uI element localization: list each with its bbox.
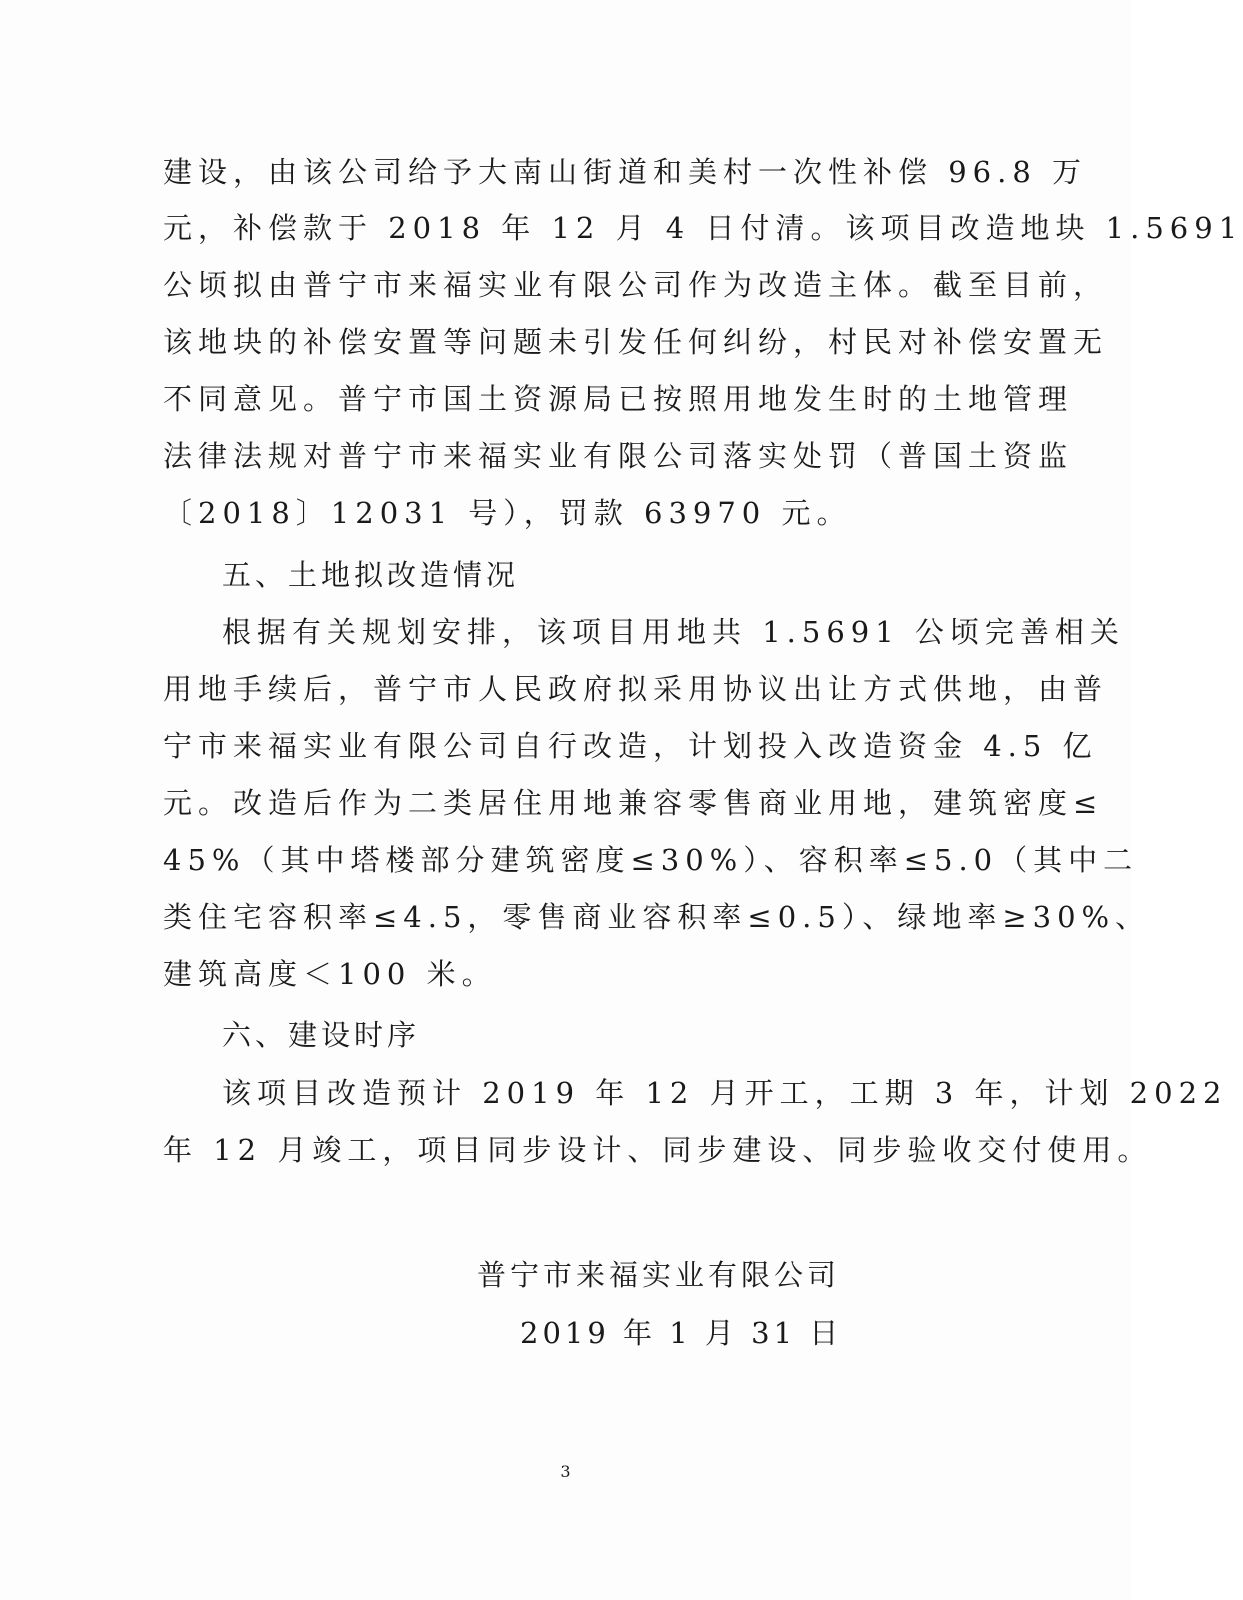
body-text-line: 年 12 月竣工，项目同步设计、同步建设、同步验收交付使用。	[163, 1133, 1153, 1167]
body-text-line: 宁市来福实业有限公司自行改造，计划投入改造资金 4.5 亿	[163, 729, 1098, 763]
body-text-line: 法律法规对普宁市来福实业有限公司落实处罚（普国土资监	[163, 439, 1074, 473]
body-text-line: 不同意见。普宁市国土资源局已按照用地发生时的土地管理	[163, 382, 1074, 416]
body-text-line: 该项目改造预计 2019 年 12 月开工，工期 3 年，计划 2022	[222, 1076, 1228, 1110]
body-text-line: 元，补偿款于 2018 年 12 月 4 日付清。该项目改造地块 1.5691	[163, 211, 1243, 245]
body-text-line: 类住宅容积率≤4.5，零售商业容积率≤0.5）、绿地率≥30%、	[163, 900, 1151, 934]
body-text-line: 〔2018〕12031 号），罚款 63970 元。	[163, 496, 852, 530]
body-text-line: 根据有关规划安排，该项目用地共 1.5691 公顷完善相关	[222, 615, 1125, 649]
signature-company: 普宁市来福实业有限公司	[477, 1258, 841, 1292]
section-heading: 五、土地拟改造情况	[222, 558, 520, 592]
body-text-line: 该地块的补偿安置等问题未引发任何纠纷，村民对补偿安置无	[163, 325, 1109, 359]
signature-date: 2019 年 1 月 31 日	[520, 1316, 843, 1350]
page-number: 3	[560, 1462, 571, 1481]
body-text-line: 元。改造后作为二类居住用地兼容零售商业用地，建筑密度≤	[163, 786, 1104, 820]
body-text-line: 建筑高度＜100 米。	[163, 957, 497, 991]
body-text-line: 建设，由该公司给予大南山街道和美村一次性补偿 96.8 万	[163, 155, 1088, 189]
section-heading: 六、建设时序	[222, 1018, 421, 1052]
body-text-line: 公顷拟由普宁市来福实业有限公司作为改造主体。截至目前，	[163, 268, 1109, 302]
body-text-line: 用地手续后，普宁市人民政府拟采用协议出让方式供地，由普	[163, 672, 1109, 706]
body-text-line: 45%（其中塔楼部分建筑密度≤30%）、容积率≤5.0（其中二	[163, 843, 1139, 877]
